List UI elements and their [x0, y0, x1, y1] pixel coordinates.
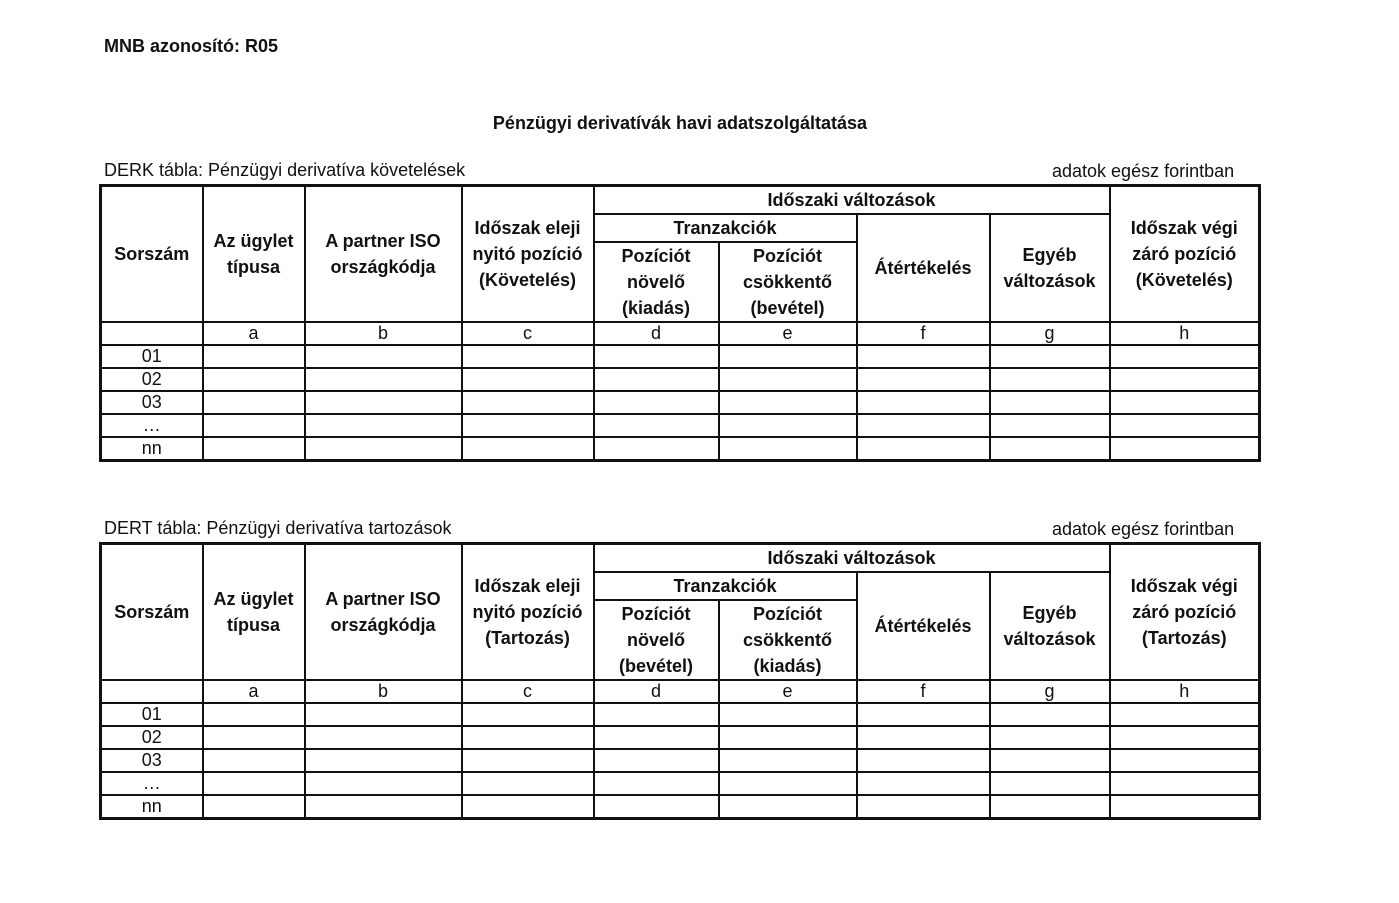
data-cell[interactable]	[1110, 703, 1260, 726]
data-cell[interactable]	[719, 368, 857, 391]
letter-cell: b	[305, 322, 462, 345]
data-cell[interactable]	[1110, 414, 1260, 437]
header-zaro-pozicio: Időszak végi záró pozíció (Tartozás)	[1110, 544, 1260, 681]
data-cell[interactable]	[594, 703, 719, 726]
data-cell[interactable]	[719, 772, 857, 795]
table-row	[101, 414, 1260, 437]
data-cell[interactable]	[305, 703, 462, 726]
data-cell[interactable]	[462, 703, 594, 726]
table-caption-dert: DERT tábla: Pénzügyi derivatíva tartozások	[104, 518, 452, 538]
header-partner-iso: A partner ISO országkódja	[305, 544, 462, 681]
data-cell[interactable]	[857, 391, 990, 414]
header-tranzakciok: Tranzakciók	[594, 214, 857, 242]
data-cell[interactable]	[594, 772, 719, 795]
header-sorszam: Sorszám	[101, 186, 203, 323]
row-number: 02	[101, 368, 203, 391]
data-cell[interactable]	[462, 795, 594, 819]
row-number: …	[101, 772, 203, 795]
data-cell[interactable]	[719, 345, 857, 368]
data-cell[interactable]	[203, 414, 305, 437]
letter-cell: g	[990, 322, 1110, 345]
header-ugylet-tipusa: Az ügylet típusa	[203, 544, 305, 681]
data-cell[interactable]	[462, 391, 594, 414]
data-cell[interactable]	[594, 414, 719, 437]
data-cell[interactable]	[990, 703, 1110, 726]
letter-cell: a	[203, 322, 305, 345]
table-row	[101, 772, 1260, 795]
row-number: …	[101, 414, 203, 437]
letter-cell-empty	[101, 680, 203, 703]
data-cell[interactable]	[203, 726, 305, 749]
data-cell[interactable]	[305, 345, 462, 368]
data-cell[interactable]	[1110, 726, 1260, 749]
data-cell[interactable]	[990, 795, 1110, 819]
data-cell[interactable]	[990, 749, 1110, 772]
table-row	[101, 749, 1260, 772]
header-sorszam: Sorszám	[101, 544, 203, 681]
data-cell[interactable]	[857, 345, 990, 368]
data-cell[interactable]	[1110, 368, 1260, 391]
data-cell[interactable]	[990, 391, 1110, 414]
data-cell[interactable]	[857, 414, 990, 437]
data-cell[interactable]	[462, 726, 594, 749]
data-cell[interactable]	[719, 414, 857, 437]
data-cell[interactable]	[594, 749, 719, 772]
data-cell[interactable]	[594, 437, 719, 461]
data-cell[interactable]	[719, 726, 857, 749]
table-caption-derk: DERK tábla: Pénzügyi derivatíva követelések	[104, 160, 466, 180]
data-cell[interactable]	[203, 772, 305, 795]
data-cell[interactable]	[719, 437, 857, 461]
header-ugylet-tipusa: Az ügylet típusa	[203, 186, 305, 323]
header-poziciot-csokkento: Pozíciót csökkentő (bevétel)	[719, 242, 857, 322]
letter-cell: a	[203, 680, 305, 703]
data-cell[interactable]	[990, 772, 1110, 795]
table-row	[101, 345, 1260, 368]
header-tranzakciok: Tranzakciók	[594, 572, 857, 600]
row-number: 02	[101, 726, 203, 749]
data-cell[interactable]	[857, 772, 990, 795]
data-cell[interactable]	[305, 726, 462, 749]
data-cell[interactable]	[990, 726, 1110, 749]
data-cell[interactable]	[857, 703, 990, 726]
table-row	[101, 368, 1260, 391]
data-cell[interactable]	[305, 437, 462, 461]
data-cell[interactable]	[462, 772, 594, 795]
data-cell[interactable]	[1110, 391, 1260, 414]
data-cell[interactable]	[719, 749, 857, 772]
letter-cell: g	[990, 680, 1110, 703]
data-cell[interactable]	[719, 391, 857, 414]
data-cell[interactable]	[594, 368, 719, 391]
header-zaro-pozicio: Időszak végi záró pozíció (Követelés)	[1110, 186, 1260, 323]
data-cell[interactable]	[462, 345, 594, 368]
table-dert	[99, 542, 1261, 820]
data-cell[interactable]	[203, 795, 305, 819]
row-number: 01	[101, 703, 203, 726]
data-cell[interactable]	[203, 703, 305, 726]
row-number: nn	[101, 437, 203, 461]
header-nyito-pozicio: Időszak eleji nyitó pozíció (Követelés)	[462, 186, 594, 323]
letter-cell: h	[1110, 322, 1260, 345]
data-cell[interactable]	[305, 795, 462, 819]
table-row	[101, 795, 1260, 819]
letter-cell: c	[462, 322, 594, 345]
data-cell[interactable]	[857, 726, 990, 749]
data-cell[interactable]	[719, 703, 857, 726]
data-cell[interactable]	[1110, 795, 1260, 819]
letter-cell: h	[1110, 680, 1260, 703]
header-idoszaki-valtozasok: Időszaki változások	[594, 186, 1110, 215]
header-poziciot-novelo: Pozíciót növelő (kiadás)	[594, 242, 719, 322]
data-cell[interactable]	[305, 749, 462, 772]
data-cell[interactable]	[203, 345, 305, 368]
table-row	[101, 437, 1260, 461]
letter-cell: f	[857, 322, 990, 345]
header-poziciot-csokkento: Pozíciót csökkentő (kiadás)	[719, 600, 857, 680]
data-cell[interactable]	[990, 414, 1110, 437]
data-cell[interactable]	[719, 795, 857, 819]
data-cell[interactable]	[462, 368, 594, 391]
data-cell[interactable]	[857, 749, 990, 772]
document-title: Pénzügyi derivatívák havi adatszolgáltatása	[492, 113, 868, 133]
letter-cell: e	[719, 322, 857, 345]
table-row	[101, 703, 1260, 726]
data-cell[interactable]	[305, 414, 462, 437]
header-atertekeles: Átértékelés	[857, 572, 990, 680]
table-row	[101, 726, 1260, 749]
data-cell[interactable]	[990, 345, 1110, 368]
unit-note-derk: adatok egész forintban	[1052, 161, 1235, 181]
letter-cell: d	[594, 680, 719, 703]
data-cell[interactable]	[1110, 345, 1260, 368]
data-cell[interactable]	[203, 391, 305, 414]
data-cell[interactable]	[462, 414, 594, 437]
letter-cell: e	[719, 680, 857, 703]
data-cell[interactable]	[594, 391, 719, 414]
letter-cell-empty	[101, 322, 203, 345]
data-cell[interactable]	[203, 368, 305, 391]
data-cell[interactable]	[990, 368, 1110, 391]
header-egyeb-valtozasok: Egyéb változások	[990, 572, 1110, 680]
data-cell[interactable]	[305, 368, 462, 391]
data-cell[interactable]	[594, 726, 719, 749]
row-number: 03	[101, 391, 203, 414]
data-cell[interactable]	[594, 795, 719, 819]
letter-cell: d	[594, 322, 719, 345]
data-cell[interactable]	[462, 437, 594, 461]
data-cell[interactable]	[857, 368, 990, 391]
data-cell[interactable]	[1110, 772, 1260, 795]
table-row	[101, 391, 1260, 414]
data-cell[interactable]	[305, 391, 462, 414]
letter-cell: c	[462, 680, 594, 703]
data-cell[interactable]	[305, 772, 462, 795]
mnb-identifier: MNB azonosító: R05	[104, 36, 279, 56]
header-atertekeles: Átértékelés	[857, 214, 990, 322]
header-poziciot-novelo: Pozíciót növelő (bevétel)	[594, 600, 719, 680]
data-cell[interactable]	[203, 749, 305, 772]
row-number: 01	[101, 345, 203, 368]
data-cell[interactable]	[462, 749, 594, 772]
data-cell[interactable]	[1110, 749, 1260, 772]
row-number: 03	[101, 749, 203, 772]
header-partner-iso: A partner ISO országkódja	[305, 186, 462, 323]
data-cell[interactable]	[857, 795, 990, 819]
unit-note-dert: adatok egész forintban	[1052, 519, 1235, 539]
data-cell[interactable]	[594, 345, 719, 368]
header-nyito-pozicio: Időszak eleji nyitó pozíció (Tartozás)	[462, 544, 594, 681]
data-cell[interactable]	[1110, 437, 1260, 461]
table-derk	[99, 184, 1261, 462]
header-egyeb-valtozasok: Egyéb változások	[990, 214, 1110, 322]
data-cell[interactable]	[857, 437, 990, 461]
row-number: nn	[101, 795, 203, 819]
letter-cell: f	[857, 680, 990, 703]
data-cell[interactable]	[990, 437, 1110, 461]
header-idoszaki-valtozasok: Időszaki változások	[594, 544, 1110, 573]
letter-cell: b	[305, 680, 462, 703]
data-cell[interactable]	[203, 437, 305, 461]
